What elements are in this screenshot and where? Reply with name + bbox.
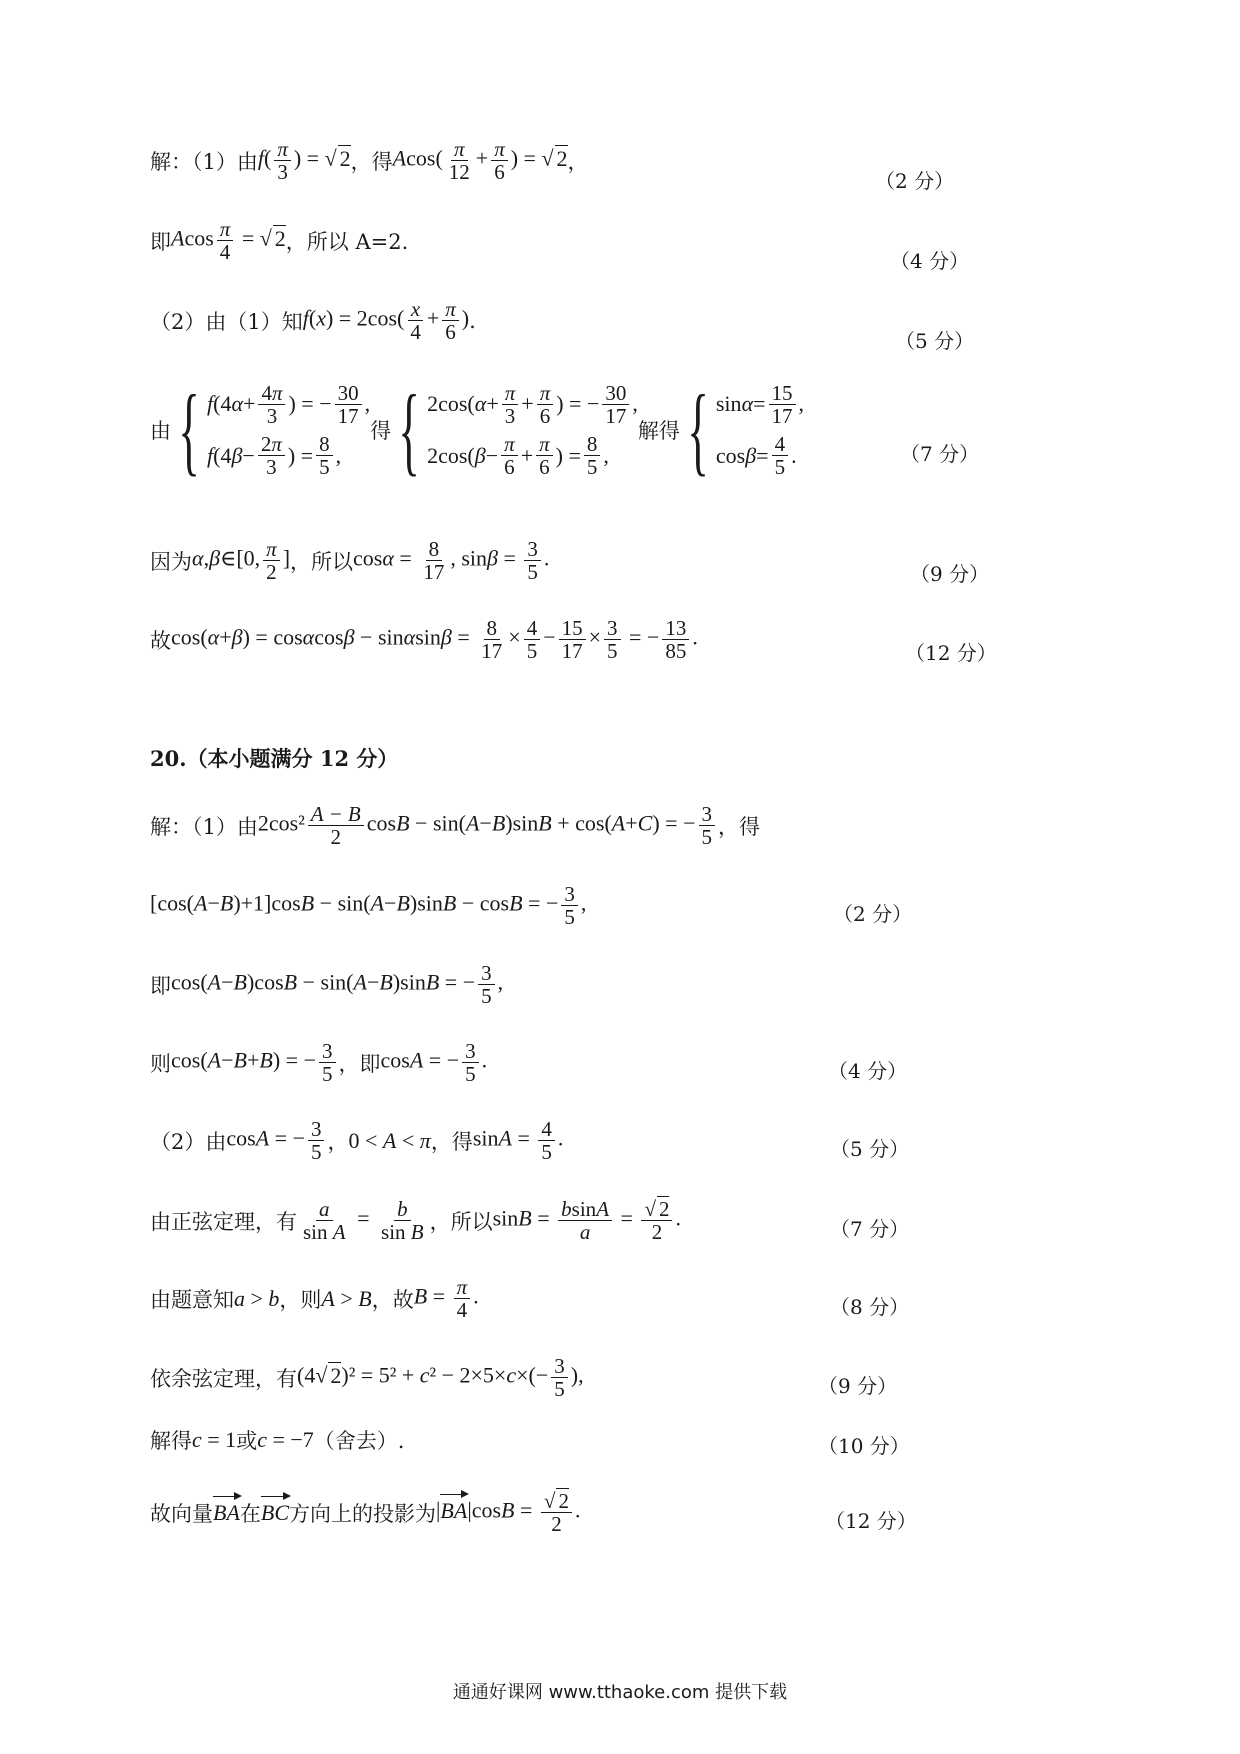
formula: cos(α+β) = cosαcosβ − sinαsinβ = $\frac{8}{17}$ × $\frac{4}{5}$ − $\frac{15}{17}$ × $\frac{3}{5}$ = − $\frac{13}{85}$ .: [171, 616, 698, 664]
score-label: （2 分）: [833, 902, 913, 926]
text: 由题意知: [150, 1287, 234, 1312]
formula: a > b: [234, 1285, 280, 1311]
score-label: （12 分）: [825, 1509, 917, 1533]
text: ，所以: [429, 1209, 493, 1234]
formula: (4√ 2)² = 5² + c² − 2×5×c×(− $\frac{3}{5}$ ),: [297, 1354, 584, 1402]
equation-system-2: { 2cos( α + $\frac{\pi}{3}$ + $\frac{\pi}{6}$ ) = − $\frac{30}{17}$ , 2cos( β − $\frac{\pi}{6}$ + $\frac{\pi}{6}$ ) = $\frac{8}{5}$ ,: [398, 374, 638, 485]
formula: c = 1: [192, 1427, 237, 1452]
score-label: （7 分）: [900, 442, 980, 466]
p20-line-6: [150, 1198, 1090, 1243]
formula: f( $\frac{\pi}{3}$ ) = √ 2: [257, 137, 351, 185]
text: ，即: [338, 1051, 381, 1076]
p20-line-8: [150, 1355, 1090, 1400]
p20-line-9: [150, 1425, 1090, 1455]
text: ，则: [279, 1287, 322, 1312]
p20-line-1: [150, 803, 1090, 848]
text: （2）由（1）知: [150, 309, 303, 334]
formula: sinB = $\frac{bsinA}{a}$ = $\frac{√ 2}{2}$ .: [492, 1197, 681, 1245]
text: 由正弦定理，有: [150, 1209, 297, 1234]
formula: cosA = − $\frac{3}{5}$: [226, 1118, 327, 1163]
text: 方向上的投影为: [289, 1501, 437, 1526]
text: 即: [150, 229, 171, 254]
formula: cosA = − $\frac{3}{5}$ .: [380, 1039, 488, 1087]
text: 解：（1）由: [150, 814, 258, 839]
score-label: （7 分）: [830, 1217, 910, 1241]
score-label: （12 分）: [905, 641, 997, 665]
text: ，: [327, 1129, 349, 1154]
formula: Acos $\frac{\pi}{4}$ = √ 2: [171, 217, 286, 265]
text: ，故: [371, 1287, 414, 1312]
formula: BC: [260, 1499, 290, 1525]
text: ，所以 A=2.: [285, 229, 409, 254]
formula: cos(A−B+B) = − $\frac{3}{5}$: [171, 1040, 339, 1085]
text: 解得: [637, 419, 680, 443]
formula: BA: [213, 1499, 240, 1525]
text: 因为: [150, 549, 192, 574]
text: ，: [567, 149, 589, 174]
score-label: （9 分）: [818, 1374, 898, 1398]
p20-line-10: [150, 1490, 1090, 1535]
score-label: （4 分）: [828, 1059, 908, 1083]
score-label: （10 分）: [818, 1434, 910, 1458]
formula: c = −7: [257, 1427, 314, 1452]
formula: 0 < A < π: [348, 1127, 431, 1153]
score-label: （5 分）: [830, 1137, 910, 1161]
text: 在: [239, 1501, 261, 1526]
equation-system-3: { sin α = $\frac{15}{17}$ , cos β = $\frac{4}{5}$ .: [687, 374, 805, 485]
text: 则: [150, 1051, 171, 1076]
formula: α,β∈[0, $\frac{\pi}{2}$ ]: [192, 537, 291, 585]
text: 故: [150, 628, 171, 653]
formula: f(x) = 2cos( $\frac{x}{4}$ + $\frac{\pi}{6}$ ): [302, 297, 470, 345]
text: （2）由: [150, 1129, 227, 1154]
score-label: （5 分）: [895, 329, 975, 353]
text: .: [469, 308, 476, 333]
p20-line-3: [150, 962, 1090, 1007]
formula: sinA = $\frac{4}{5}$ .: [472, 1117, 564, 1165]
text: 依余弦定理，有: [150, 1366, 297, 1391]
formula: 2cos² $\frac{A - B}{2}$ cosB − sin(A−B)sinB + cos(A+C) = − $\frac{3}{5}$: [258, 803, 718, 848]
text: ，得: [718, 814, 760, 839]
text: 或: [236, 1429, 258, 1453]
text: 解：（1）由: [150, 149, 258, 174]
text: ，得: [430, 1129, 473, 1154]
text: ，所以: [290, 549, 354, 574]
p20-line-4: [150, 1040, 1090, 1085]
equation-system-1: { f (4 α + $\frac{4\pi}{3}$ ) = − $\frac{30}{17}$ , f (4 β − $\frac{2\pi}{3}$ ) = $\frac{8}{5}$ ,: [178, 374, 371, 485]
text: 由: [150, 419, 171, 443]
text: 解得: [150, 1429, 192, 1453]
score-label: （2 分）: [875, 169, 955, 193]
formula: A > B: [321, 1285, 372, 1311]
formula: cosα = $\frac{8}{17}$ , sinβ = $\frac{3}{5}$ .: [353, 537, 550, 585]
problem20-heading: 20.（本小题满分 12 分）: [150, 746, 399, 771]
formula: $\frac{a}{\text{sin A}}$ = $\frac{b}{\text{sin B}}$: [303, 1197, 424, 1245]
text: （舍去）.: [313, 1429, 405, 1453]
formula: Acos( $\frac{\pi}{12}$ + $\frac{\pi}{6}$ ) = √ 2: [392, 137, 568, 185]
text: 故向量: [150, 1501, 213, 1526]
text: ，得: [350, 149, 393, 174]
formula: [cos(A−B)+1]cosB − sin(A−B)sinB − cosB = − $\frac{3}{5}$ ,: [150, 882, 587, 930]
p20-line-2: [150, 883, 1090, 928]
score-label: （9 分）: [910, 562, 990, 586]
formula: |BA|cosB = $\frac{√ 2}{2}$ .: [436, 1489, 581, 1537]
footer-text: 通通好课网 www.tthaoke.com 提供下载: [452, 1682, 788, 1703]
formula: cos(A−B)cosB − sin(A−B)sinB = − $\frac{3}{5}$ ,: [171, 961, 504, 1009]
p20-line-7: [150, 1276, 1090, 1321]
formula: B = $\frac{\pi}{4}$ .: [413, 1275, 479, 1323]
text: 得: [370, 419, 392, 443]
score-label: （8 分）: [830, 1295, 910, 1319]
p20-line-5: [150, 1118, 1090, 1163]
score-label: （4 分）: [890, 249, 970, 273]
text: 即: [150, 973, 171, 998]
